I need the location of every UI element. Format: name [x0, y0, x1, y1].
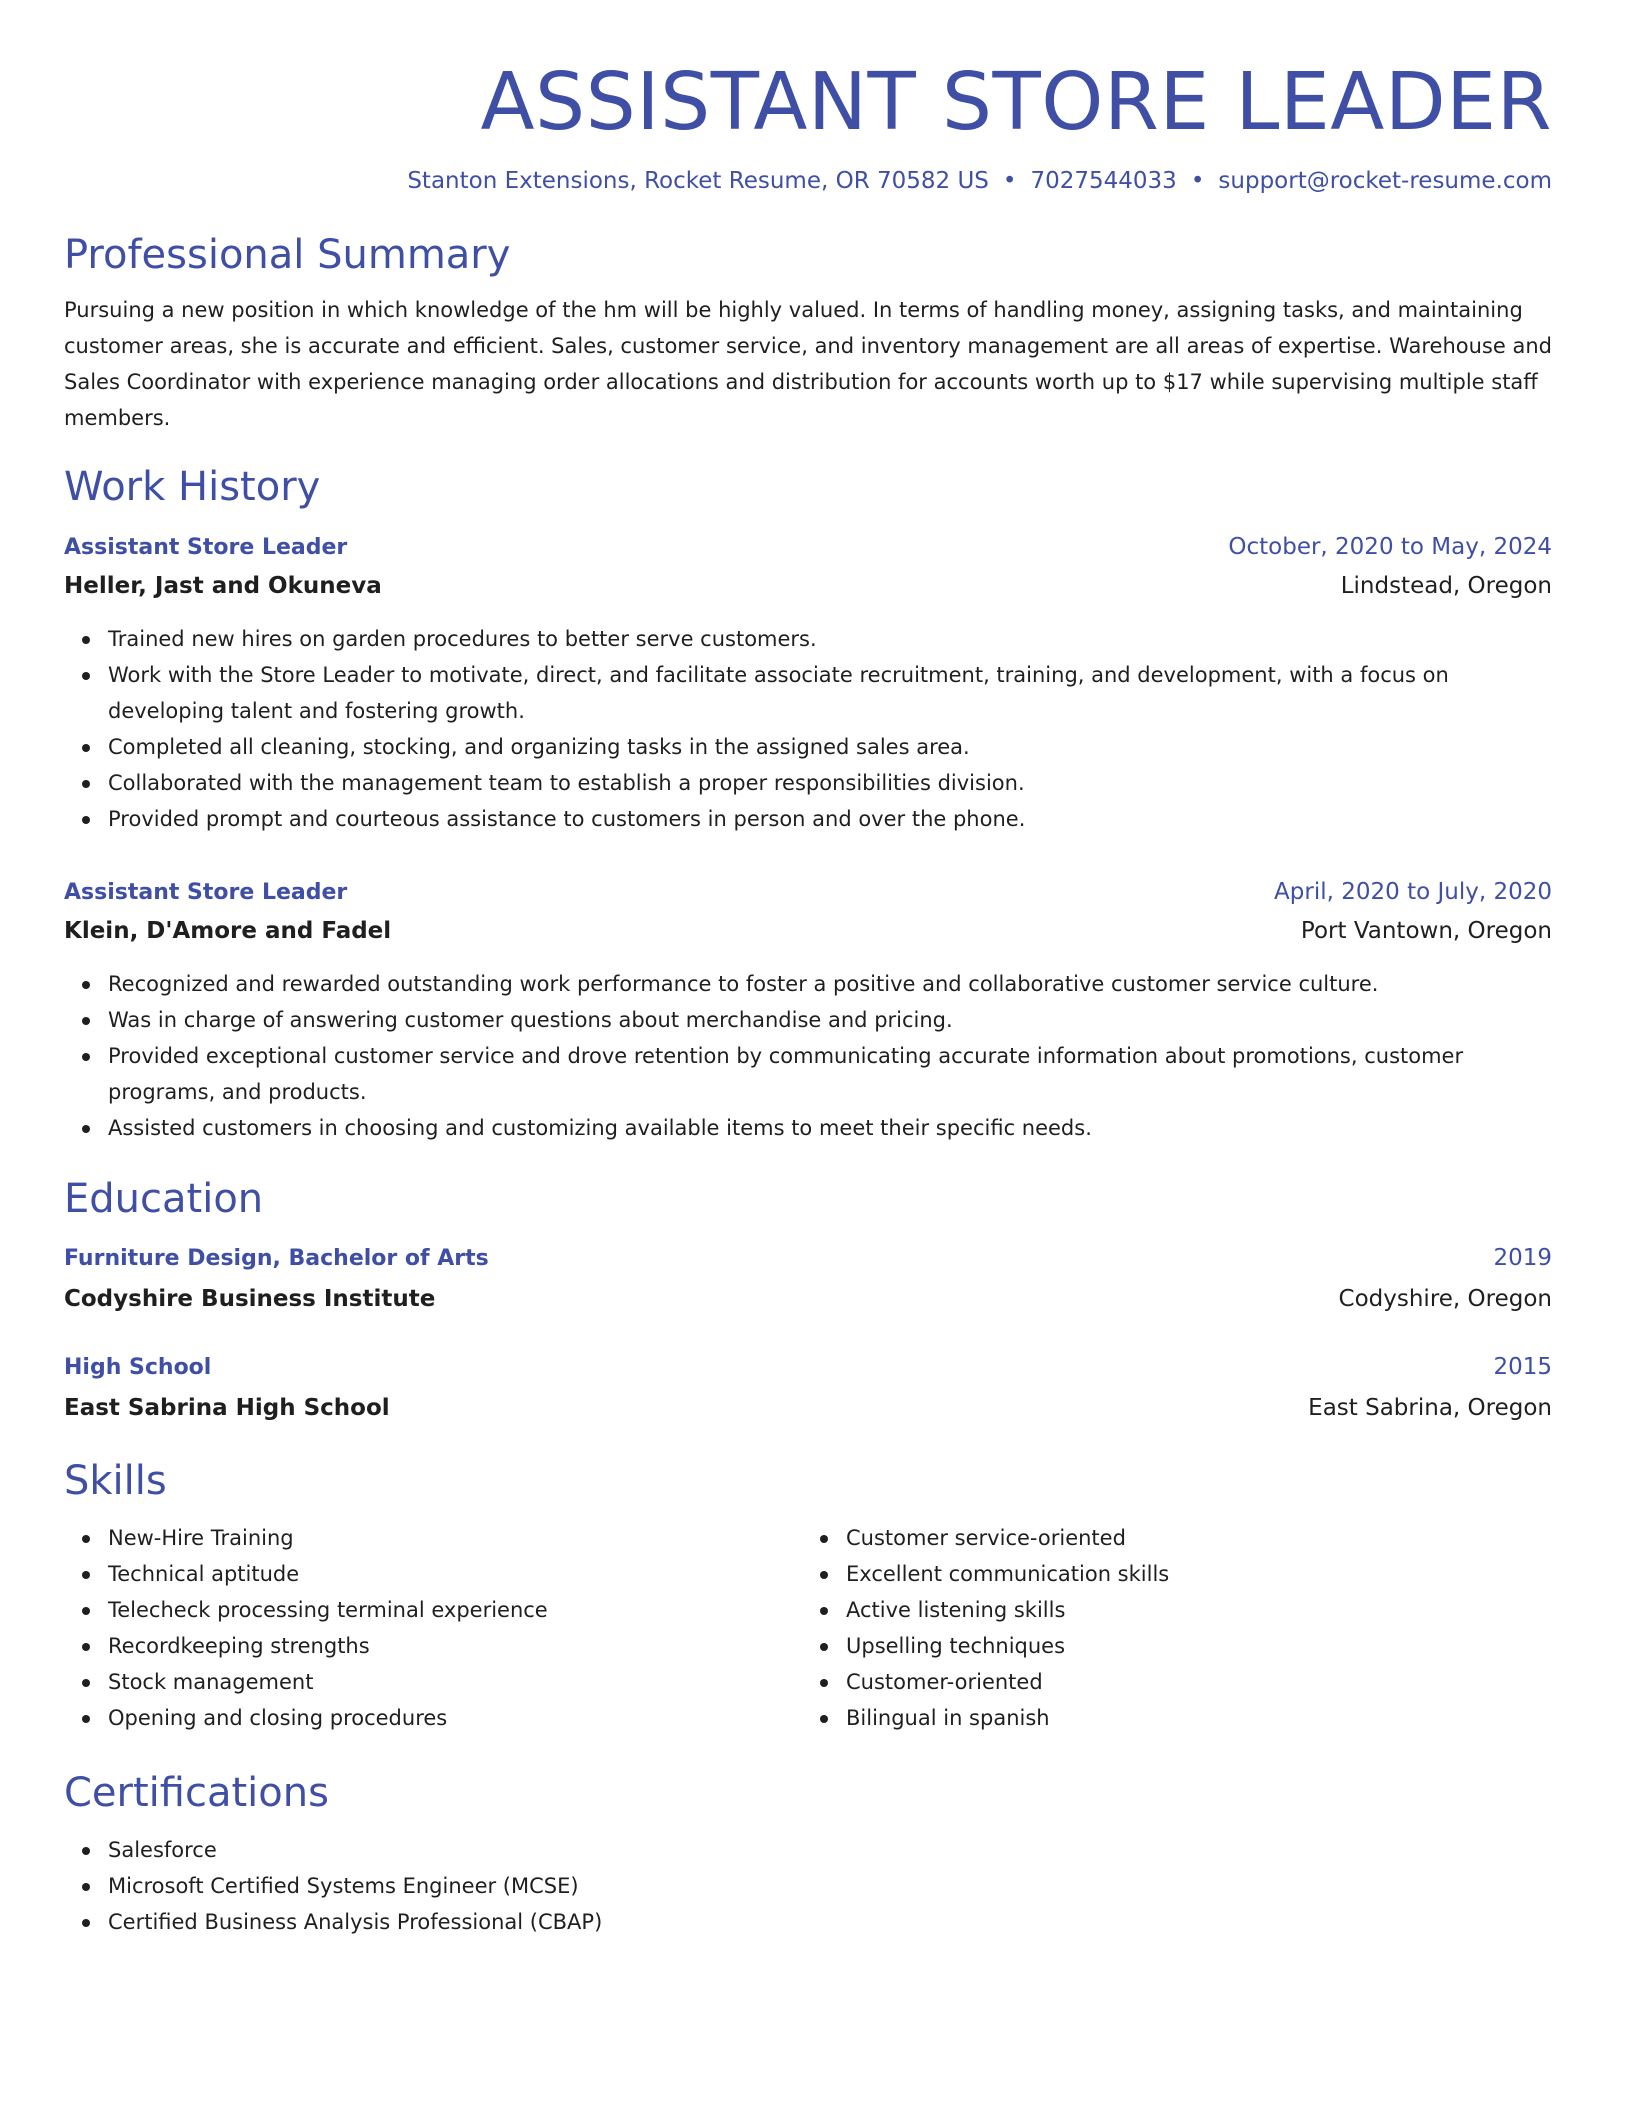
job-dates: April, 2020 to July, 2020 [1274, 879, 1552, 905]
work-history-heading: Work History [64, 464, 321, 510]
skill-item: Recordkeeping strengths [108, 1628, 802, 1664]
skills-column-left [64, 1520, 802, 1736]
graduation-year: 2019 [1493, 1245, 1552, 1271]
graduation-year: 2015 [1493, 1354, 1552, 1380]
summary-heading: Professional Summary [64, 232, 511, 278]
skill-item: New-Hire Training [108, 1520, 802, 1556]
skill-item: Active listening skills [846, 1592, 1540, 1628]
education-entry [64, 1238, 1552, 1319]
job-title: Assistant Store Leader [64, 535, 348, 560]
job-duty: Recognized and rewarded outstanding work performance to foster a positive and collaborative customer service culture. [108, 966, 1552, 1002]
resume-header [64, 58, 1552, 196]
job-dates: October, 2020 to May, 2024 [1228, 534, 1552, 560]
contact-email: support@rocket-resume.com [1218, 168, 1552, 194]
skills-list [802, 1520, 1540, 1736]
education-entry [64, 1347, 1552, 1428]
certifications-list [64, 1832, 1552, 1940]
job-duties-list [64, 966, 1552, 1146]
job-duty: Was in charge of answering customer questions about merchandise and pricing. [108, 1002, 1552, 1038]
skill-item: Technical aptitude [108, 1556, 802, 1592]
contact-separator: • [1190, 168, 1205, 194]
school-name: East Sabrina High School [64, 1395, 390, 1421]
job-duty: Assisted customers in choosing and customizing available items to meet their specific needs. [108, 1110, 1552, 1146]
contact-line [64, 166, 1552, 196]
skills-section [64, 1456, 1552, 1736]
certification-item: Microsoft Certified Systems Engineer (MCSE) [108, 1868, 1552, 1904]
education-heading: Education [64, 1176, 264, 1222]
skill-item: Telecheck processing terminal experience [108, 1592, 802, 1628]
skill-item: Customer service-oriented [846, 1520, 1540, 1556]
contact-address: Stanton Extensions, Rocket Resume, OR 70582 US [407, 168, 989, 194]
summary-text: Pursuing a new position in which knowledge of the hm will be highly valued. In terms of handling money, assigning tasks, and maintaining customer areas, she is accurate and efficient. Sales, customer service, and inventory management are all areas of expertise. Warehouse and Sales Coordinator with experience managing order allocations and distribution for accounts worth up to $17 while supervising multiple staff members. [64, 298, 1552, 430]
work-entry [64, 873, 1552, 1146]
certification-item: Certified Business Analysis Professional (CBAP) [108, 1904, 1552, 1940]
skills-heading: Skills [64, 1458, 167, 1504]
job-duty: Work with the Store Leader to motivate, direct, and facilitate associate recruitment, training, and development, with a focus on developing talent and fostering growth. [108, 657, 1552, 729]
job-title: Assistant Store Leader [64, 880, 348, 905]
job-duty: Trained new hires on garden procedures to better serve customers. [108, 621, 1552, 657]
skill-item: Upselling techniques [846, 1628, 1540, 1664]
skill-item: Opening and closing procedures [108, 1700, 802, 1736]
school-name: Codyshire Business Institute [64, 1286, 436, 1312]
summary-section [64, 230, 1552, 436]
contact-separator: • [1002, 168, 1017, 194]
job-location: Port Vantown, Oregon [1300, 918, 1552, 944]
job-duty: Collaborated with the management team to establish a proper responsibilities division. [108, 765, 1552, 801]
company-name: Klein, D'Amore and Fadel [64, 918, 392, 944]
work-history-section [64, 462, 1552, 1146]
degree-name: Furniture Design, Bachelor of Arts [64, 1246, 489, 1271]
resume-title: ASSISTANT STORE LEADER [480, 56, 1552, 148]
company-name: Heller, Jast and Okuneva [64, 573, 382, 599]
job-duty: Completed all cleaning, stocking, and organizing tasks in the assigned sales area. [108, 729, 1552, 765]
skill-item: Excellent communication skills [846, 1556, 1540, 1592]
certifications-section [64, 1768, 1552, 1940]
certification-item: Salesforce [108, 1832, 1552, 1868]
contact-phone: 7027544033 [1030, 168, 1177, 194]
job-location: Lindstead, Oregon [1340, 573, 1552, 599]
work-entry [64, 528, 1552, 837]
job-duties-list [64, 621, 1552, 837]
education-section [64, 1174, 1552, 1428]
skill-item: Stock management [108, 1664, 802, 1700]
degree-name: High School [64, 1355, 212, 1380]
skills-column-right [802, 1520, 1540, 1736]
skills-grid [64, 1520, 1552, 1736]
school-location: East Sabrina, Oregon [1308, 1395, 1552, 1421]
skill-item: Bilingual in spanish [846, 1700, 1540, 1736]
skills-list [64, 1520, 802, 1736]
skill-item: Customer-oriented [846, 1664, 1540, 1700]
certifications-heading: Certifications [64, 1770, 329, 1816]
school-location: Codyshire, Oregon [1338, 1286, 1552, 1312]
job-duty: Provided prompt and courteous assistance to customers in person and over the phone. [108, 801, 1552, 837]
job-duty: Provided exceptional customer service and drove retention by communicating accurate information about promotions, customer programs, and products. [108, 1038, 1552, 1110]
